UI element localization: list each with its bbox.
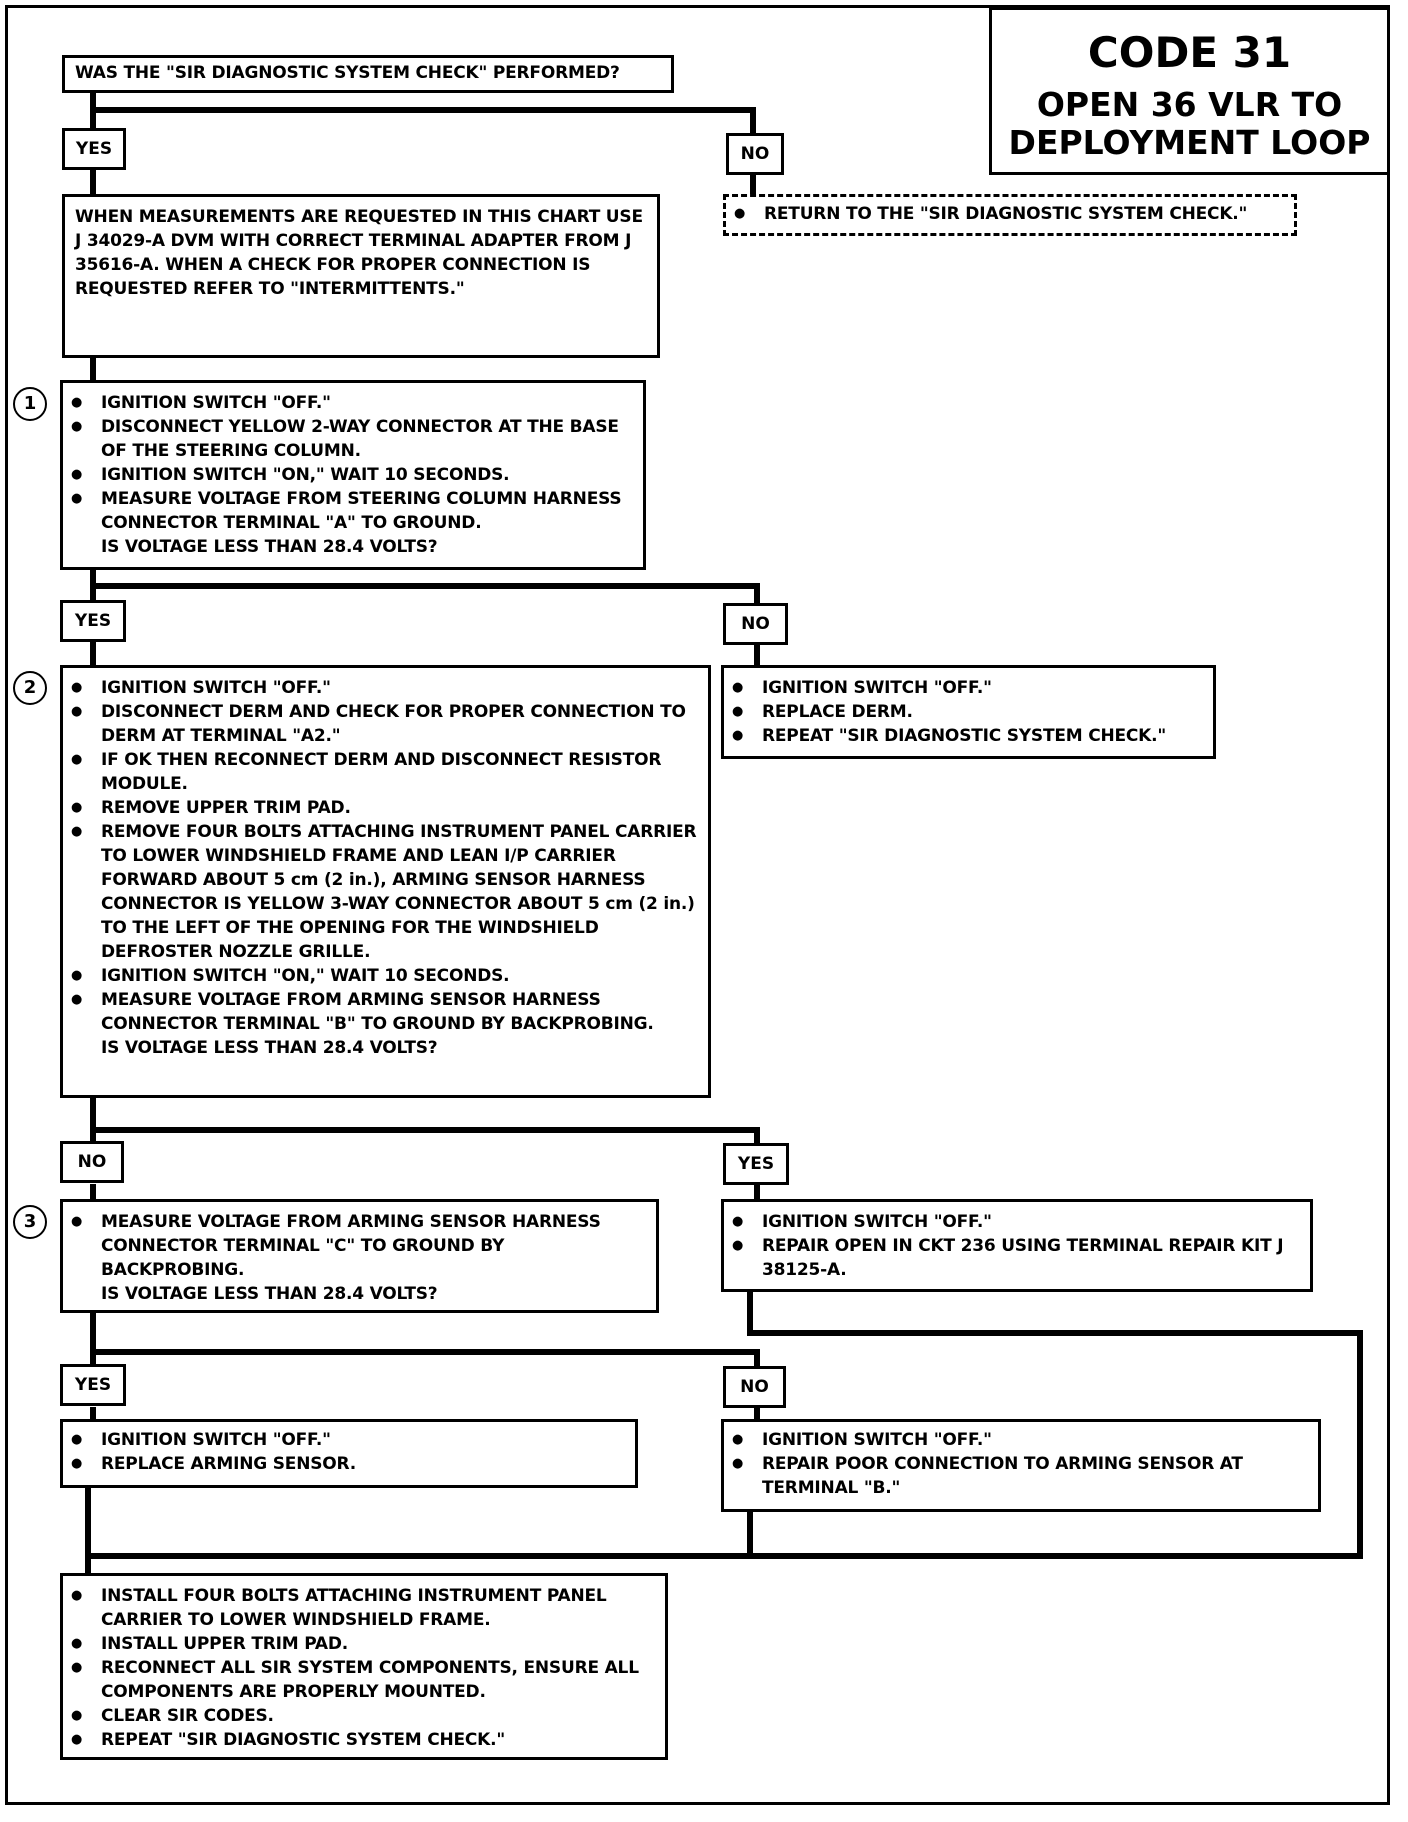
subtitle-line-1: OPEN 36 VLR TO xyxy=(1036,85,1343,124)
final-item: ● CLEAR SIR CODES. xyxy=(71,1704,655,1728)
return-to-check-box xyxy=(723,194,1297,236)
subtitle-line-2: DEPLOYMENT LOOP xyxy=(1008,123,1371,162)
label-no: NO xyxy=(726,133,784,175)
step3-no-item: ● REPAIR POOR CONNECTION TO ARMING SENSOR AT TERMINAL "B." xyxy=(732,1452,1308,1500)
step1-item: ● IGNITION SWITCH "OFF." xyxy=(71,391,633,415)
step2-item: ● IGNITION SWITCH "ON," WAIT 10 SECONDS. xyxy=(71,964,698,988)
step2-item: ● REMOVE UPPER TRIM PAD. xyxy=(71,796,698,820)
step2-yes-item: ● REPAIR OPEN IN CKT 236 USING TERMINAL REPAIR KIT J 38125-A. xyxy=(732,1234,1300,1282)
step-marker-2: 2 xyxy=(13,671,47,705)
label-yes: YES xyxy=(60,1364,126,1406)
step3-item: ● MEASURE VOLTAGE FROM ARMING SENSOR HARNESS CONNECTOR TERMINAL "C" TO GROUND BY BACKPROBING. xyxy=(71,1210,646,1282)
step2-yes-item: ● IGNITION SWITCH "OFF." xyxy=(732,1210,1300,1234)
step3-no-box xyxy=(721,1419,1321,1512)
step2-question: IS VOLTAGE LESS THAN 28.4 VOLTS? xyxy=(101,1038,438,1058)
step3-box xyxy=(60,1199,659,1313)
step1-no-item: ● REPEAT "SIR DIAGNOSTIC SYSTEM CHECK." xyxy=(732,724,1203,748)
step1-question: IS VOLTAGE LESS THAN 28.4 VOLTS? xyxy=(101,537,438,557)
step3-question: IS VOLTAGE LESS THAN 28.4 VOLTS? xyxy=(101,1284,438,1304)
final-item: ● REPEAT "SIR DIAGNOSTIC SYSTEM CHECK." xyxy=(71,1728,655,1752)
step2-item: ● MEASURE VOLTAGE FROM ARMING SENSOR HARNESS CONNECTOR TERMINAL "B" TO GROUND BY BACKPROBING. xyxy=(71,988,698,1036)
step2-item: ● DISCONNECT DERM AND CHECK FOR PROPER CONNECTION TO DERM AT TERMINAL "A2." xyxy=(71,700,698,748)
step1-no-item: ● REPLACE DERM. xyxy=(732,700,1203,724)
measurement-note-text: WHEN MEASUREMENTS ARE REQUESTED IN THIS CHART USE J 34029-A DVM WITH CORRECT TERMINAL ADAPTER FROM J 35616-A. WHEN A CHECK FOR PROPER CONNECTION IS REQUESTED REFER TO "INTERMITTENTS." xyxy=(75,207,643,299)
step3-yes-item: ● REPLACE ARMING SENSOR. xyxy=(71,1452,625,1476)
step1-box xyxy=(60,380,646,570)
step3-yes-item: ● IGNITION SWITCH "OFF." xyxy=(71,1428,625,1452)
label-no: NO xyxy=(723,1366,786,1408)
question-sir-check-performed xyxy=(62,55,674,93)
label-no: NO xyxy=(723,603,788,645)
step1-item: ● IGNITION SWITCH "ON," WAIT 10 SECONDS. xyxy=(71,463,633,487)
label-yes: YES xyxy=(723,1143,789,1185)
step2-yes-box xyxy=(721,1199,1313,1292)
code-subtitle xyxy=(992,86,1387,162)
step1-item: ● DISCONNECT YELLOW 2-WAY CONNECTOR AT THE BASE OF THE STEERING COLUMN. xyxy=(71,415,633,463)
step2-item: ● IF OK THEN RECONNECT DERM AND DISCONNECT RESISTOR MODULE. xyxy=(71,748,698,796)
step3-yes-box xyxy=(60,1419,638,1488)
label-yes: YES xyxy=(60,600,126,642)
step2-item: ● IGNITION SWITCH "OFF." xyxy=(71,676,698,700)
label-yes: YES xyxy=(62,128,126,170)
measurement-note-box xyxy=(62,194,660,358)
step1-item: ● MEASURE VOLTAGE FROM STEERING COLUMN HARNESS CONNECTOR TERMINAL "A" TO GROUND. xyxy=(71,487,633,535)
title-block xyxy=(989,7,1390,175)
final-item: ● INSTALL FOUR BOLTS ATTACHING INSTRUMENT PANEL CARRIER TO LOWER WINDSHIELD FRAME. xyxy=(71,1584,655,1632)
step3-no-item: ● IGNITION SWITCH "OFF." xyxy=(732,1428,1308,1452)
step-marker-3: 3 xyxy=(13,1205,47,1239)
step-marker-1: 1 xyxy=(13,387,47,421)
return-item: ● RETURN TO THE "SIR DIAGNOSTIC SYSTEM CHECK." xyxy=(734,202,1284,226)
final-item: ● INSTALL UPPER TRIM PAD. xyxy=(71,1632,655,1656)
step2-box xyxy=(60,665,711,1098)
step2-item: ● REMOVE FOUR BOLTS ATTACHING INSTRUMENT PANEL CARRIER TO LOWER WINDSHIELD FRAME AND LEAN I/P CARRIER FORWARD ABOUT 5 cm (2 in.), ARMING SENSOR HARNESS CONNECTOR IS YELLOW 3-WAY CONNECTOR ABOUT 5 cm (2 in.) TO THE LEFT OF THE OPENING FOR THE WINDSHIELD DEFROSTER NOZZLE GRILLE. xyxy=(71,820,698,964)
final-steps-box xyxy=(60,1573,668,1760)
question-text: WAS THE "SIR DIAGNOSTIC SYSTEM CHECK" PERFORMED? xyxy=(75,63,620,83)
step1-no-box xyxy=(721,665,1216,759)
step1-no-item: ● IGNITION SWITCH "OFF." xyxy=(732,676,1203,700)
final-item: ● RECONNECT ALL SIR SYSTEM COMPONENTS, ENSURE ALL COMPONENTS ARE PROPERLY MOUNTED. xyxy=(71,1656,655,1704)
code-number: CODE 31 xyxy=(1087,28,1292,77)
label-no: NO xyxy=(60,1141,124,1183)
